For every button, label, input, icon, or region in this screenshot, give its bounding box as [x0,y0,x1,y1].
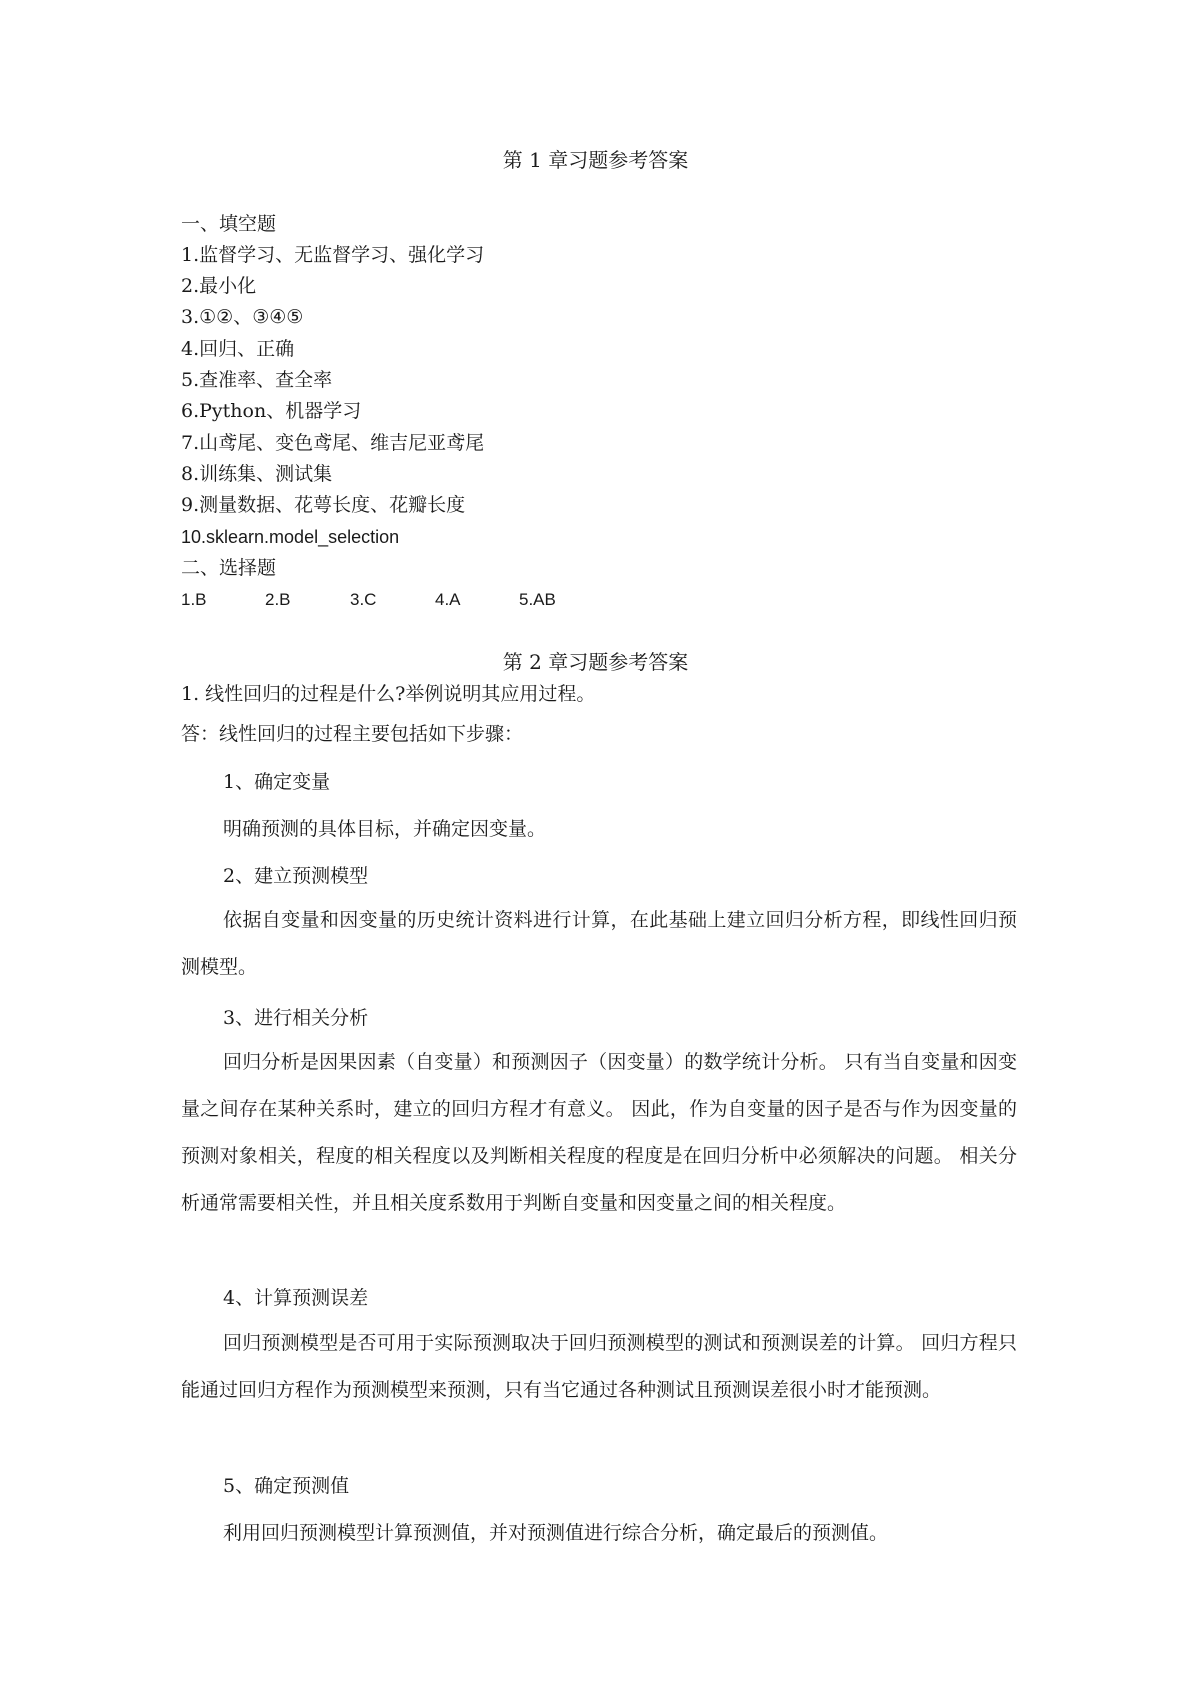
fill-answer-9: 9.测量数据、花萼长度、花瓣长度 [181,494,466,516]
fill-answer-1: 1.监督学习、无监督学习、强化学习 [181,244,485,266]
answer-intro: 答：线性回归的过程主要包括如下步骤： [181,723,524,745]
fill-answer-3: 3.①②、③④⑤ [181,306,304,328]
choice-answer-3: 3.C [350,590,377,609]
question-text: 1. 线性回归的过程是什么?举例说明其应用过程。 [181,683,596,705]
step-5-body: 利用回归预测模型计算预测值，并对预测值进行综合分析，确定最后的预测值。 [223,1522,889,1544]
choice-answer-4: 4.A [435,590,461,609]
step-4-body [181,1320,1017,1414]
step-1-heading: 1、确定变量 [223,771,331,793]
fill-answer-6: 6.Python、机器学习 [181,400,362,422]
fill-answer-4: 4.回归、正确 [181,338,295,360]
chapter1-title: 第 1 章习题参考答案 [502,148,689,172]
fill-answer-5: 5.查准率、查全率 [181,369,333,391]
step-3-heading: 3、进行相关分析 [223,1007,369,1029]
step-2-body [181,897,1017,991]
step-5-heading: 5、确定预测值 [223,1475,350,1497]
step-2-heading: 2、建立预测模型 [223,865,369,887]
chapter2-title: 第 2 章习题参考答案 [502,650,689,674]
step-3-body-text: 回归分析是因果因素（自变量）和预测因子（因变量）的数学统计分析。 只有当自变量和因变量之间存在某种关系时，建立的回归方程才有意义。 因此，作为自变量的因子是否与作为因变量的预测对象相关，程度的相关程度以及判断相关程度的程度是在回归分析中必须解决的问题。 相关分析通常需要相关性，并且相关度系数用于判断自变量和因变量之间的相关程度。 [181,1051,1017,1214]
step-1-body: 明确预测的具体目标，并确定因变量。 [223,818,547,840]
fill-answer-8: 8.训练集、测试集 [181,463,333,485]
fill-answer-10: 10.sklearn.model_selection [181,527,400,547]
choice-section-title: 二、选择题 [181,557,277,579]
step-4-heading: 4、计算预测误差 [223,1287,369,1309]
choice-answer-5: 5.AB [519,590,556,609]
fill-answer-7: 7.山鸢尾、变色鸢尾、维吉尼亚鸢尾 [181,432,485,454]
choice-answer-1: 1.B [181,590,207,609]
step-4-body-text: 回归预测模型是否可用于实际预测取决于回归预测模型的测试和预测误差的计算。 回归方程只能通过回归方程作为预测模型来预测，只有当它通过各种测试且预测误差很小时才能预测。 [181,1332,1017,1401]
fill-answer-2: 2.最小化 [181,275,257,297]
fill-section-title: 一、填空题 [181,213,277,235]
choice-answer-2: 2.B [265,590,291,609]
step-2-body-text: 依据自变量和因变量的历史统计资料进行计算，在此基础上建立回归分析方程，即线性回归预测模型。 [181,909,1017,978]
step-3-body [181,1039,1017,1227]
